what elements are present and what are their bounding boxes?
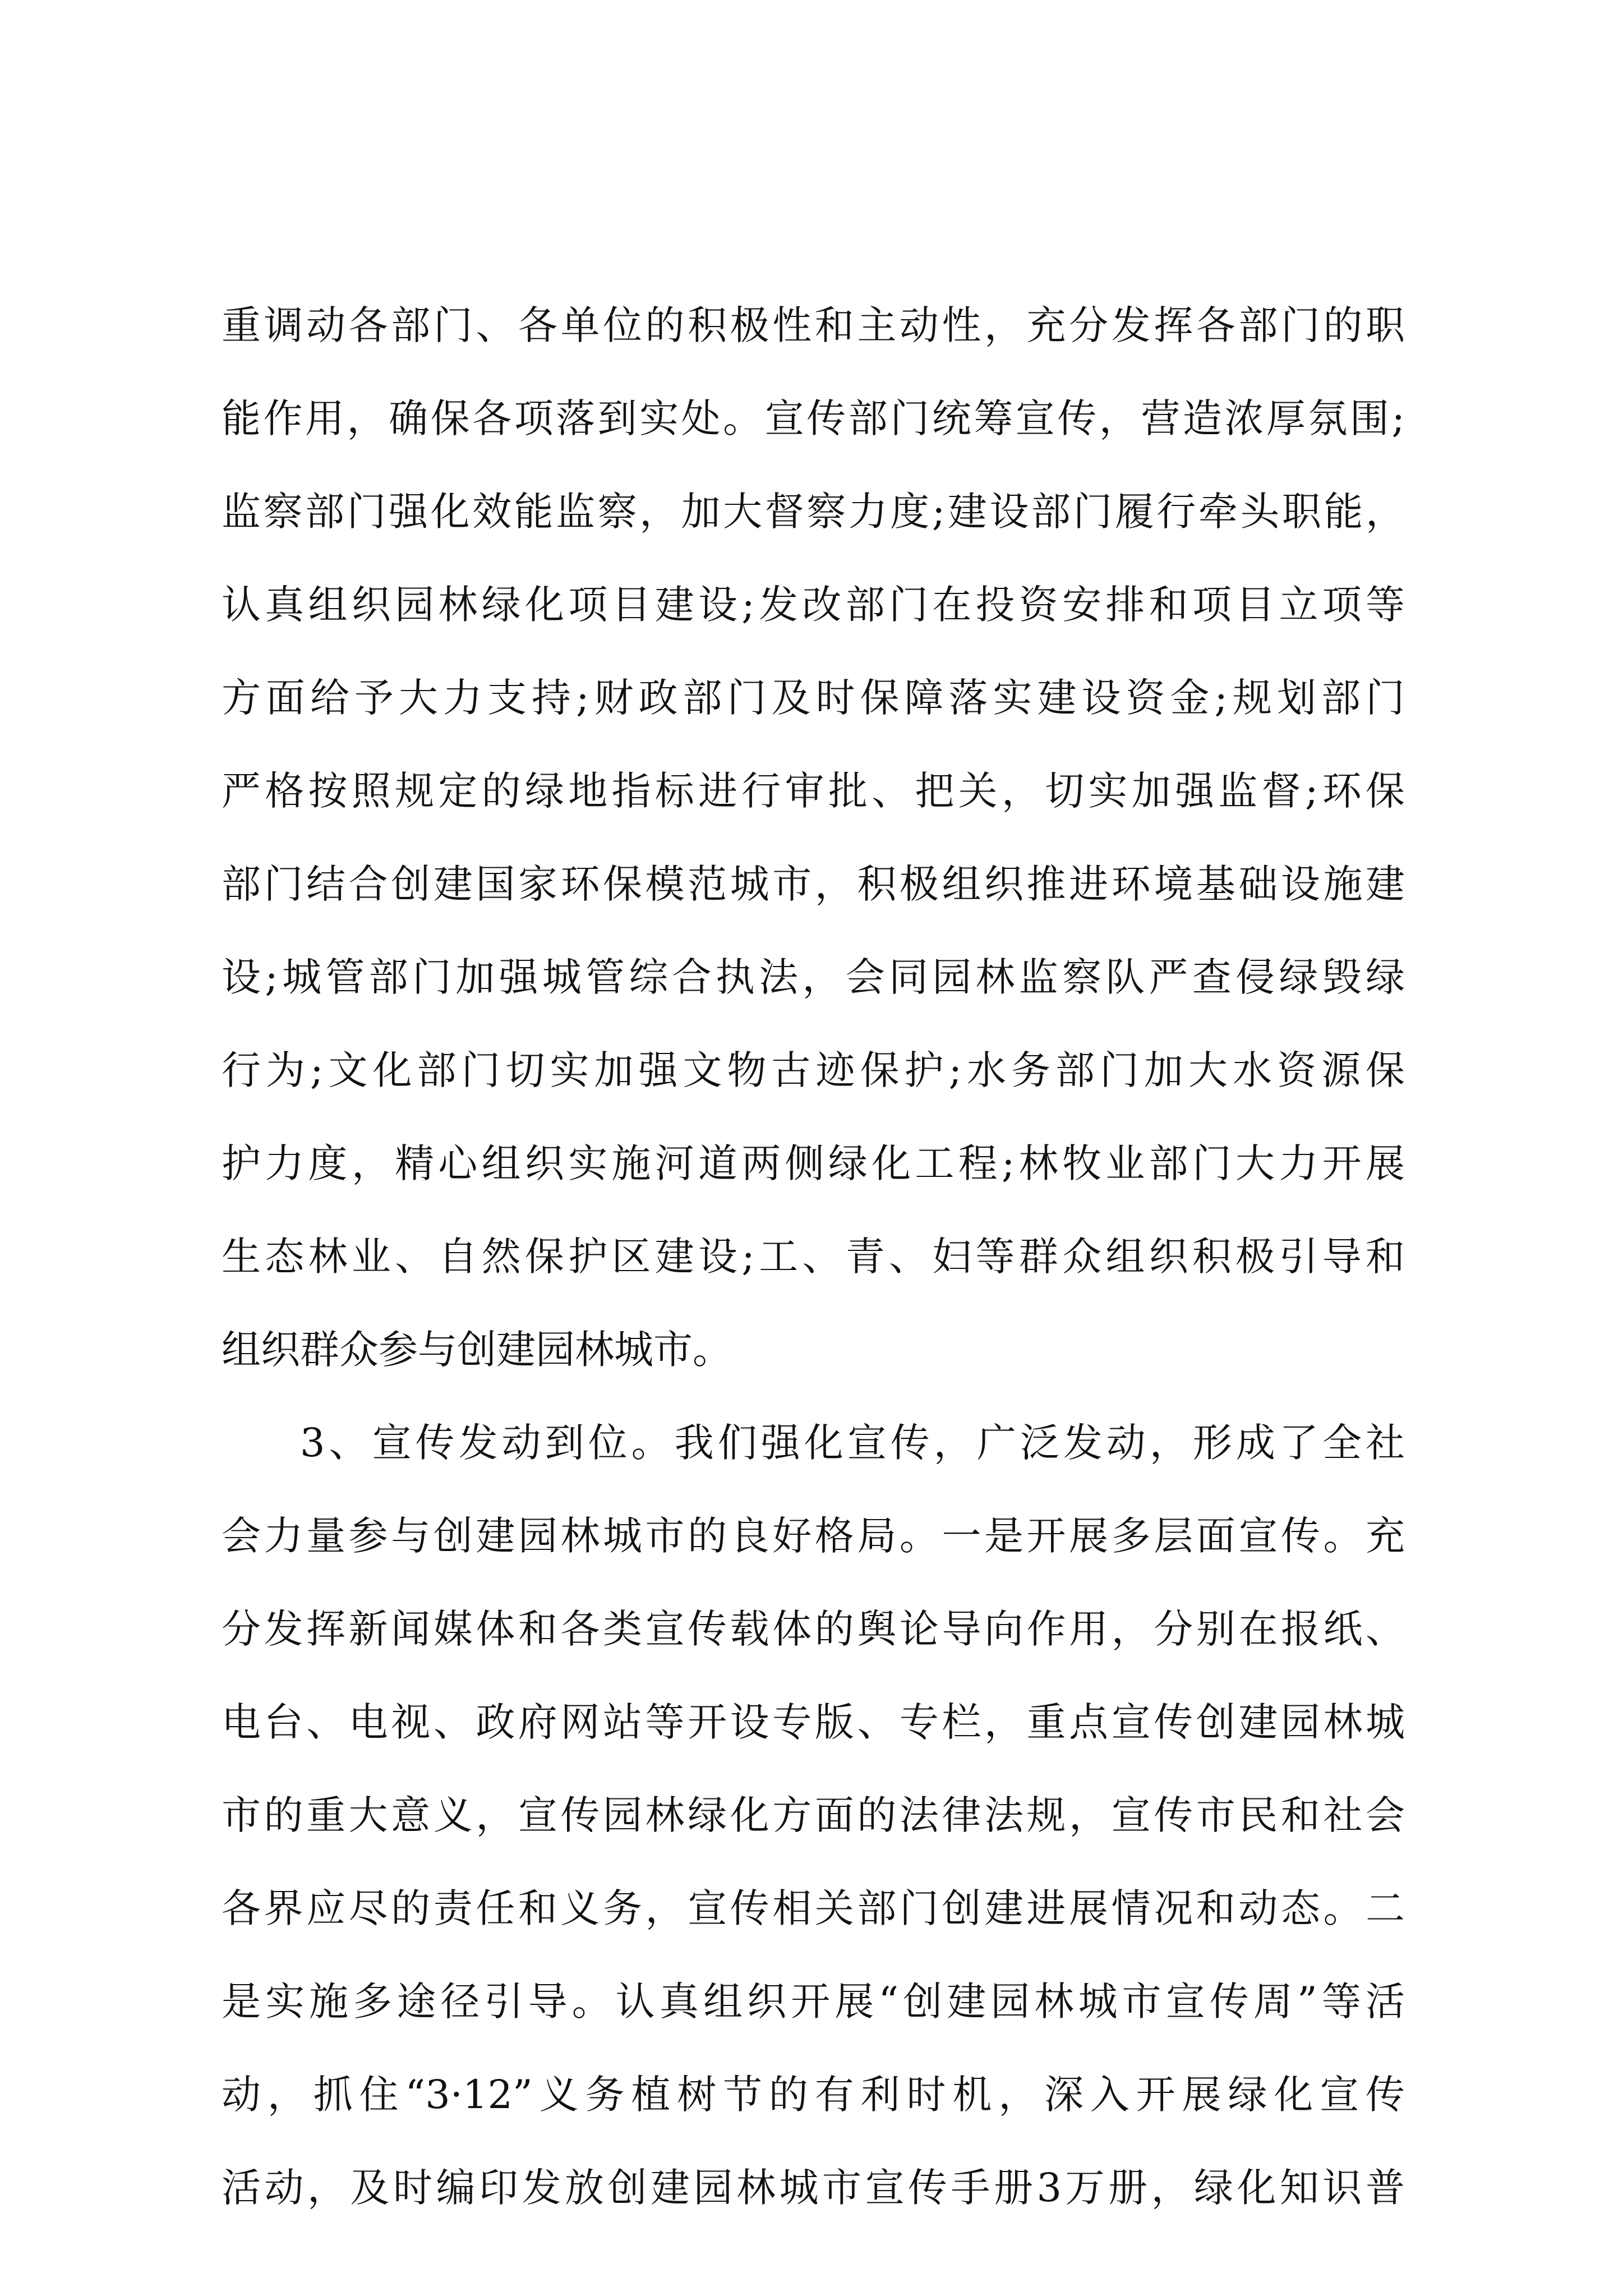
body-line: 分发挥新闻媒体和各类宣传载体的舆论导向作用，分别在报纸、: [222, 1606, 1405, 1652]
body-line: 监察部门强化效能监察，加大督察力度;建设部门履行牵头职能，: [222, 489, 1405, 535]
body-line: 各界应尽的责任和义务，宣传相关部门创建进展情况和动态。二: [222, 1885, 1405, 1931]
body-line: 能作用，确保各项落到实处。宣传部门统筹宣传，营造浓厚氛围;: [222, 395, 1405, 441]
body-line: 组织群众参与创建园林城市。: [222, 1327, 732, 1373]
body-line: 会力量参与创建园林城市的良好格局。一是开展多层面宣传。充: [222, 1513, 1405, 1559]
body-line: 是实施多途径引导。认真组织开展“创建园林城市宣传周”等活: [222, 1978, 1405, 2024]
paragraph-first-line: 3、宣传发动到位。我们强化宣传，广泛发动，形成了全社: [300, 1420, 1405, 1466]
body-line: 方面给予大力支持;财政部门及时保障落实建设资金;规划部门: [222, 675, 1405, 721]
body-line: 行为;文化部门切实加强文物古迹保护;水务部门加大水资源保: [222, 1047, 1405, 1093]
body-line: 活动，及时编印发放创建园林城市宣传手册3万册，绿化知识普: [222, 2165, 1405, 2211]
body-line: 动，抓住“3·12”义务植树节的有利时机，深入开展绿化宣传: [222, 2072, 1405, 2118]
body-line: 市的重大意义，宣传园林绿化方面的法律法规，宣传市民和社会: [222, 1792, 1405, 1838]
body-line: 认真组织园林绿化项目建设;发改部门在投资安排和项目立项等: [222, 582, 1405, 628]
body-line: 生态林业、自然保护区建设;工、青、妇等群众组织积极引导和: [222, 1234, 1405, 1280]
body-line: 严格按照规定的绿地指标进行审批、把关，切实加强监督;环保: [222, 768, 1405, 814]
body-line: 设;城管部门加强城管综合执法，会同园林监察队严查侵绿毁绿: [222, 954, 1405, 1000]
body-line: 部门结合创建国家环保模范城市，积极组织推进环境基础设施建: [222, 861, 1405, 907]
body-line: 护力度，精心组织实施河道两侧绿化工程;林牧业部门大力开展: [222, 1140, 1405, 1186]
body-line: 电台、电视、政府网站等开设专版、专栏，重点宣传创建园林城: [222, 1699, 1405, 1745]
body-line: 重调动各部门、各单位的积极性和主动性，充分发挥各部门的职: [222, 302, 1405, 348]
